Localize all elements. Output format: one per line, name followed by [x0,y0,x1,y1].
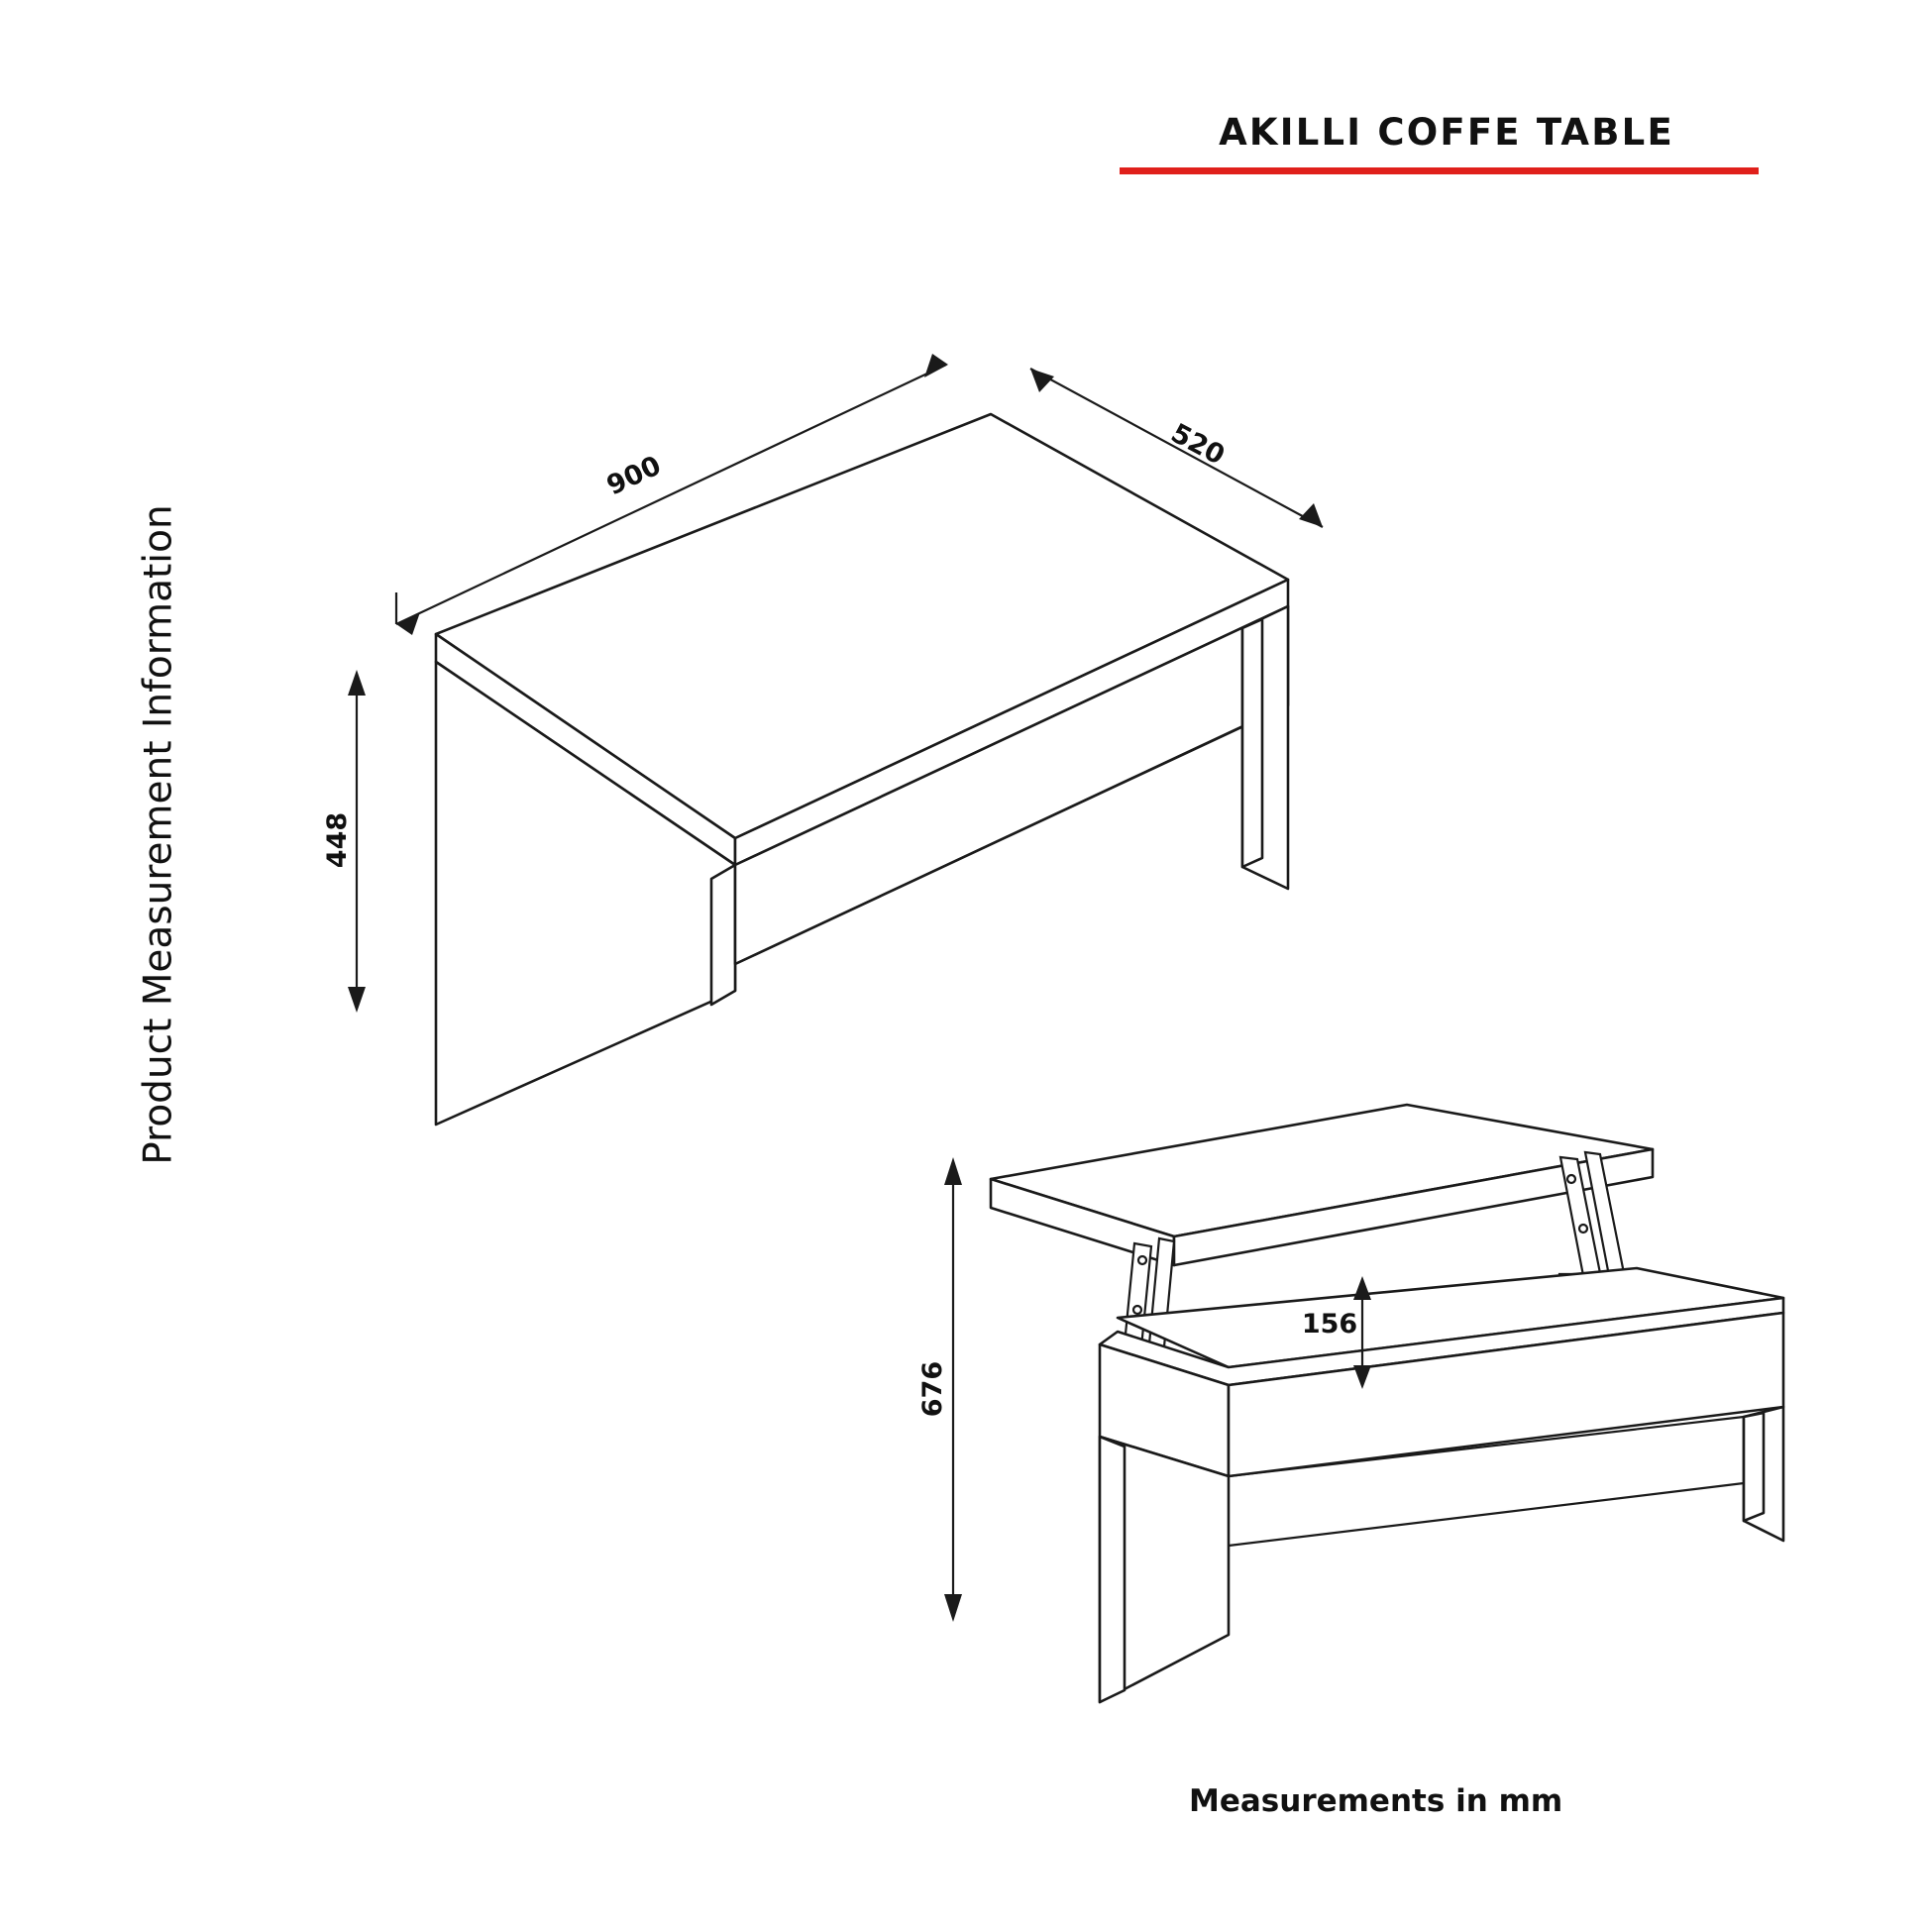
dimension-448-arrow-bottom [348,987,366,1013]
right-side-panel-inner [1242,619,1262,867]
dimension-676-arrow-bottom [944,1594,962,1622]
page-title: AKILLI COFFE TABLE [1219,111,1674,154]
lifted-left-side-panel-face [1100,1437,1125,1702]
dimension-448-label: 448 [322,811,353,869]
dimension-520-label: 520 [1165,417,1231,472]
dimension-900-arrow-end [924,354,948,377]
lift-hinge-pin-left-mid [1133,1306,1141,1314]
dimension-900-label: 900 [601,450,667,502]
dimension-448 [322,670,366,1013]
lifted-box-lower-stretcher [1229,1483,1744,1546]
dimension-156-label: 156 [1301,1309,1358,1340]
lifted-right-side-panel-face [1744,1413,1764,1521]
lift-hinge-pin-right-upper [1567,1175,1575,1183]
dimension-448-arrow-top [348,670,366,696]
dimension-156-arrow-top [1353,1276,1371,1300]
side-label-product-measurement-information: Product Measurement Information [136,504,181,1165]
lift-hinge-pin-right-mid [1579,1225,1587,1233]
dimension-676 [917,1157,962,1622]
closed-table-view [322,354,1323,1125]
left-side-panel-front-face [711,865,735,1005]
lift-hinge-pin-left-upper [1138,1256,1146,1264]
lifted-table-view [917,1105,1783,1702]
dimension-676-label: 676 [917,1360,948,1418]
dimension-900-arrow-start [396,612,420,635]
measurement-units-note: Measurements in mm [1189,1783,1563,1819]
dimension-676-arrow-top [944,1157,962,1185]
